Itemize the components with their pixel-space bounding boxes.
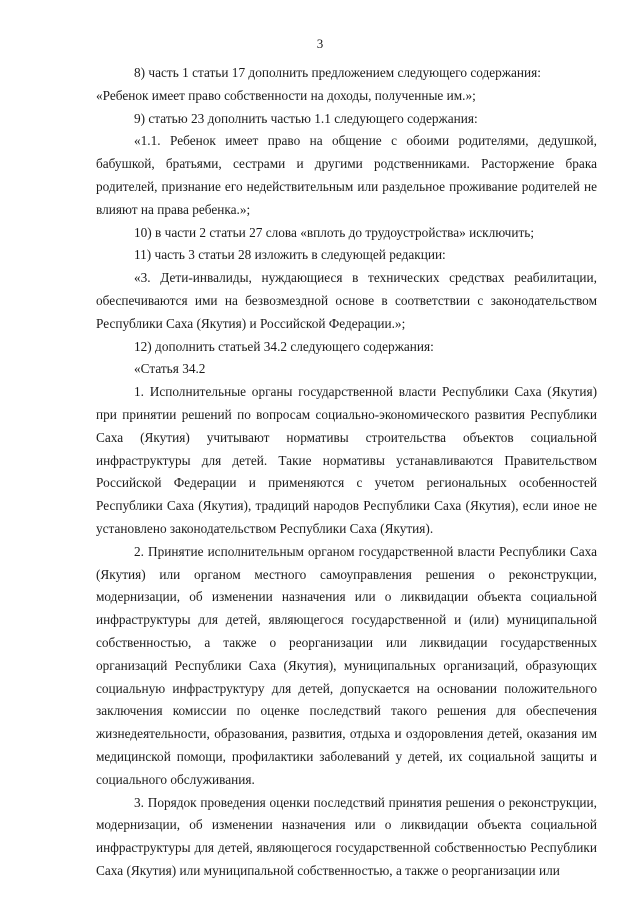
paragraph-item-8: 8) часть 1 статьи 17 дополнить предложением следующего содержания: «Ребенок имеет право собственности на доходы, полученные им.»;	[96, 65, 541, 103]
paragraph-article-part-2: 2. Принятие исполнительным органом государственной власти Республики Саха (Якутия) или органом местного самоуправления решения о реконструкции, модернизации, об изменении назначения или о ликвидации объекта социальной инфраструктуры для детей, являющегося государственной и (или) муниципальной собственностью, а также о реорганизации или ликвидации государственных организаций Республики Саха (Якутия), муниципальных организаций, образующих социальную инфраструктуру для детей, допускается на основании положительного заключения комиссии по оценке последствий такого решения для обеспечения жизнедеятельности, образования, развития, отдыха и оздоровления детей, оказания им медицинской помощи, профилактики заболеваний у детей, их социальной защиты и социального обслуживания.	[96, 543, 597, 787]
paragraph-item-9: 9) статью 23 дополнить частью 1.1 следующего содержания:	[134, 110, 478, 126]
paragraph-item-10: 10) в части 2 статьи 27 слова «вплоть до трудоустройства» исключить;	[134, 224, 535, 240]
paragraph-item-11: 11) часть 3 статьи 28 изложить в следующей редакции:	[134, 247, 446, 263]
article-heading: «Статья 34.2	[134, 361, 206, 377]
paragraph-item-12: 12) дополнить статьей 34.2 следующего содержания:	[134, 338, 434, 354]
document-body	[96, 62, 597, 883]
paragraph-article-part-3: 3. Порядок проведения оценки последствий принятия решения о реконструкции, модернизации, об изменении назначения или о ликвидации объекта социальной инфраструктуры для детей, являющегося государственной собственностью Республики Саха (Якутия) или муниципальной собственностью, а также о реорганизации или	[96, 794, 597, 878]
paragraph-quote-3: «3. Дети-инвалиды, нуждающиеся в технических средствах реабилитации, обеспечиваются ими на безвозмездной основе в соответствии с законодательством Республики Саха (Якутия) и Российской Федерации.»;	[96, 270, 597, 331]
paragraph-quote-1-1: «1.1. Ребенок имеет право на общение с обоими родителями, дедушкой, бабушкой, братьями, сестрами и другими родственниками. Расторжение брака родителей, признание его недействительным или раздельное проживание родителей не влияют на права ребенка.»;	[96, 133, 597, 217]
page-number: 3	[316, 36, 324, 51]
paragraph-article-part-1: 1. Исполнительные органы государственной власти Республики Саха (Якутия) при принятии решений по вопросам социально-экономического развития Республики Саха (Якутия) учитывают нормативы строительства объектов социальной инфраструктуры для детей. Такие нормативы устанавливаются Правительством Российской Федерации и применяются с учетом региональных особенностей Республики Саха (Якутия), традиций народов Республики Саха (Якутия), если иное не установлено законодательством Республики Саха (Якутия).	[96, 384, 597, 536]
